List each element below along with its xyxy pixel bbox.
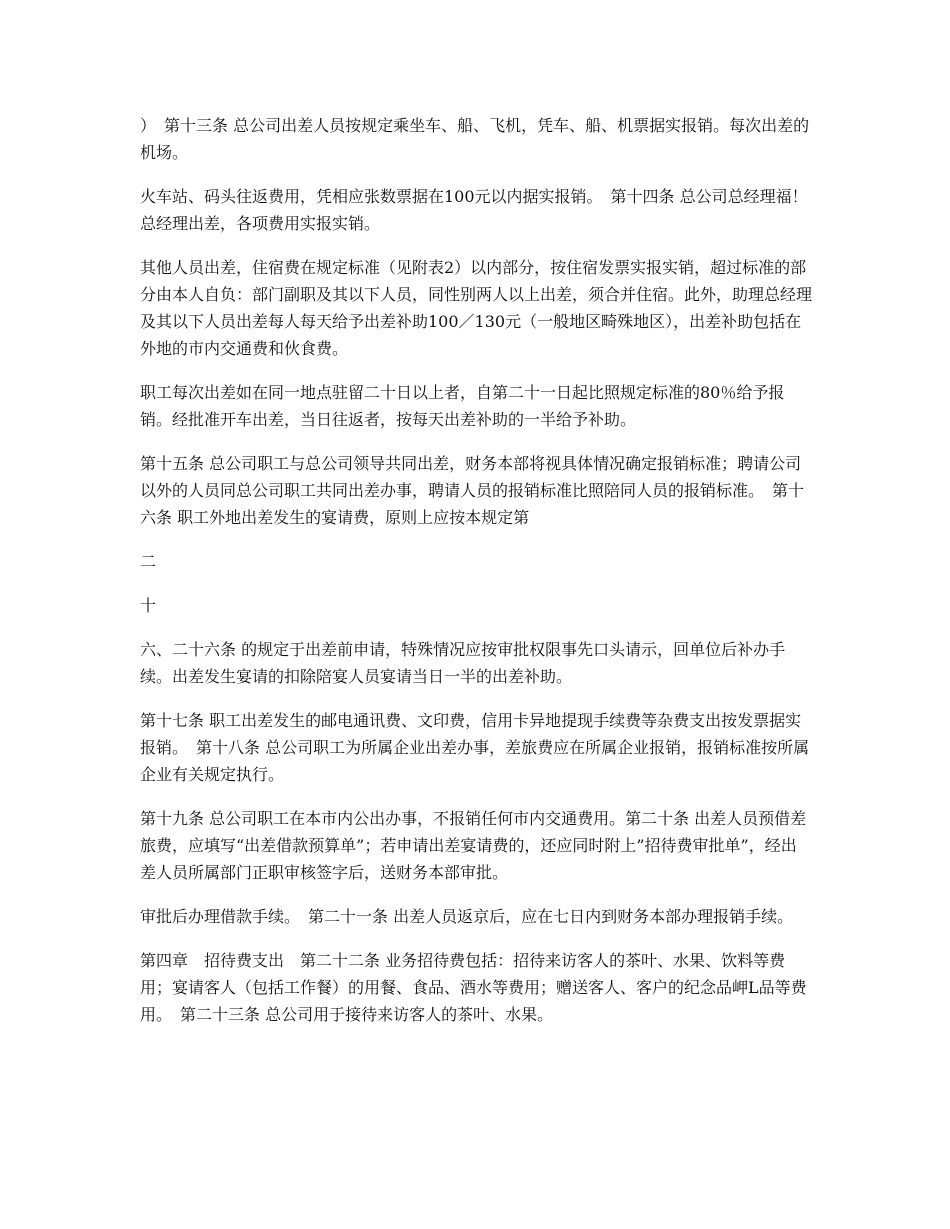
paragraph-station-fees-article-14: 火车站、码头往返费用，凭相应张数票据在100元以内据实报销。 第十四条 总公司总经理福！总经理出差，各项费用实报实销。 [140,187,808,233]
paragraph-article-13: ） 第十三条 总公司出差人员按规定乘坐车、船、飞机，凭车、船、机票据实报销。每次出差的机场。 [140,116,810,162]
paragraph-article-19-20: 第十九条 总公司职工在本市内公出办事，不报销任何市内交通费用。第二十条 出差人员预借差旅费，应填写“出差借款预算单”；若申请出差宴请费的，还应同时附上”招待费审批单”，经出差人员所属部门正职审核签字后，送财务本部审批。 [140,809,807,882]
paragraph-article-21: 审批后办理借款手续。 第二十一条 出差人员返京后，应在七日内到财务本部办理报销手续。 [140,907,794,926]
paragraph-long-stay-reimbursement: 职工每次出差如在同一地点驻留二十日以上者，自第二十一日起比照规定标准的80％给予报销。经批准开车出差，当日往返者，按每天出差补助的一半给予补助。 [140,383,785,429]
paragraph-fragment-er: 二 [140,552,157,571]
paragraph-banquet-application: 六、二十六条 的规定于出差前申请，特殊情况应按审批权限事先口头请示，回单位后补办手续。出差发生宴请的扣除陪宴人员宴请当日一半的出差补助。 [140,640,786,686]
document-body [140,112,812,1045]
paragraph-fragment-shi: 十 [140,596,157,615]
paragraph-article-15-16: 第十五条 总公司职工与总公司领导共同出差，财务本部将视具体情况确定报销标准；聘请公司以外的人员同总公司职工共同出差办事，聘请人员的报销标准比照陪同人员的报销标准。 第十六条 职工外地出差发生的宴请费，原则上应按本规定第 [140,454,805,527]
paragraph-chapter-4-articles-22-23: 第四章 招待费支出 第二十二条 业务招待费包括：招待来访客人的茶叶、水果、饮料等费用；宴请客人（包括工作餐）的用餐、食品、酒水等费用；赠送客人、客户的纪念品岬L品等费用。 第二十三条 总公司用于接待来访客人的茶叶、水果。 [140,951,807,1024]
paragraph-article-17-18: 第十七条 职工出差发生的邮电通讯费、文印费，信用卡异地提现手续费等杂费支出按发票据实报销。 第十八条 总公司职工为所属企业出差办事，差旅费应在所属企业报销，报销标准按所属企业有关规定执行。 [140,711,810,784]
paragraph-accommodation-allowance: 其他人员出差，住宿费在规定标准（见附表2）以内部分，按住宿发票实报实销，超过标准的部分由本人自负：部门副职及其以下人员，同性别两人以上出差，须合并住宿。此外，助理总经理及其以下人员出差每人每天给予出差补助100／130元（一般地区畸殊地区），出差补助包括在外地的市内交通费和伙食费。 [140,258,813,358]
